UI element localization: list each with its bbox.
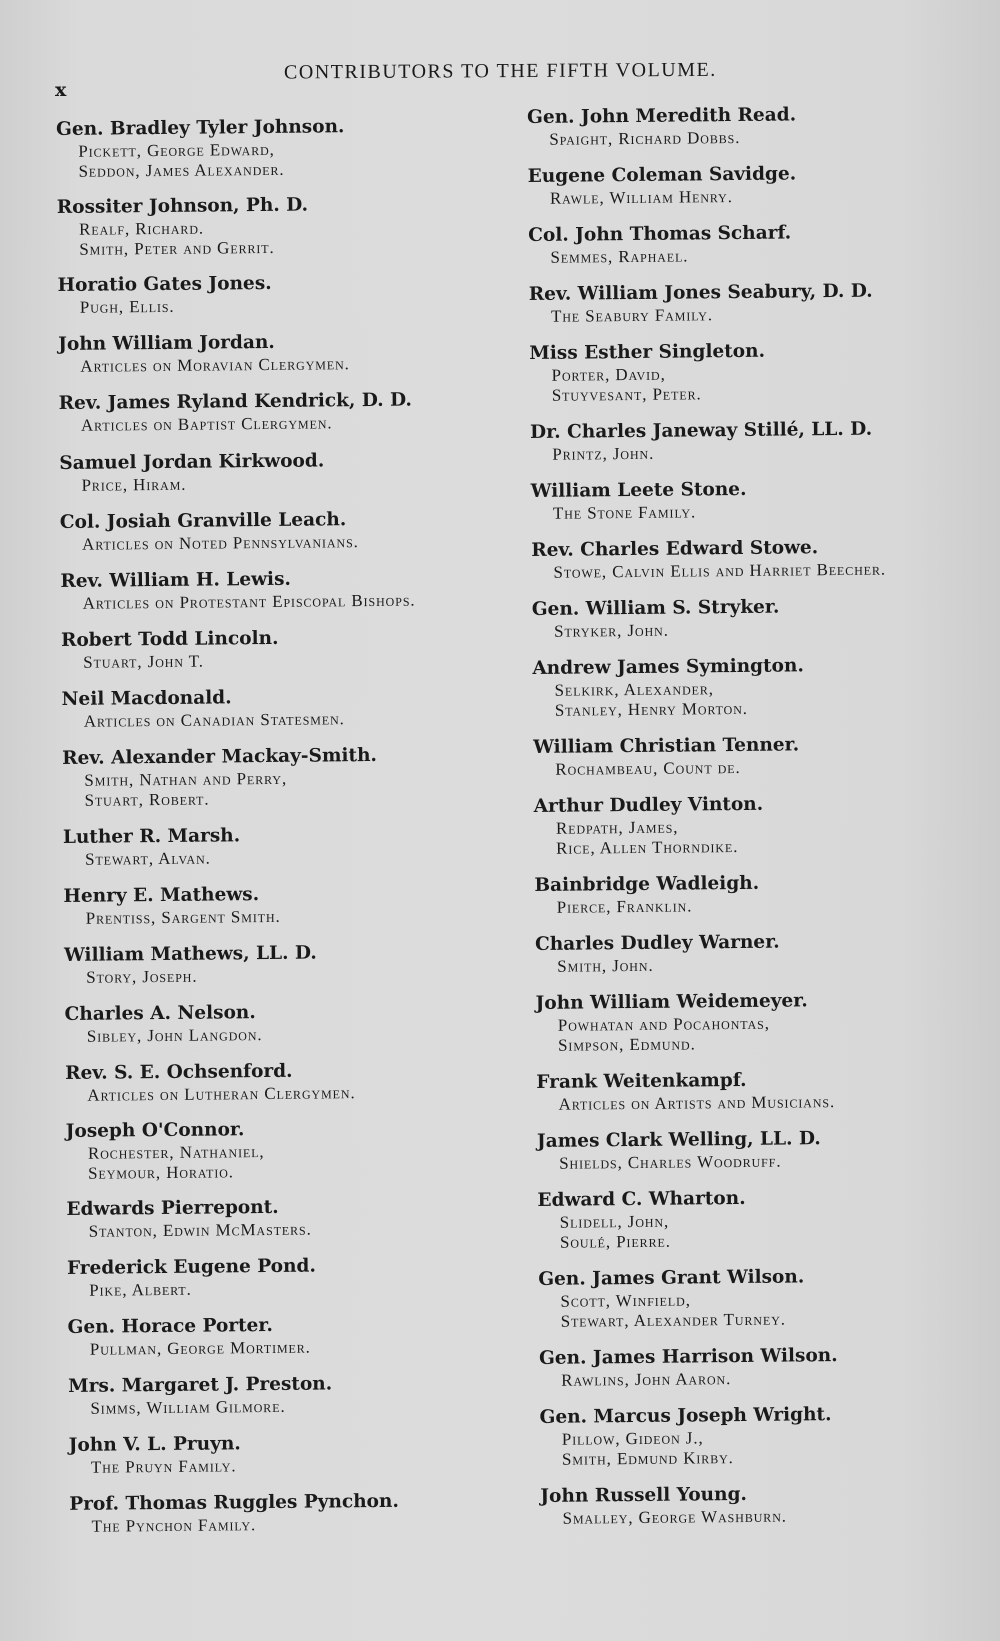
article-subject: Stryker, John.: [553, 620, 669, 641]
article-subject: Articles on Baptist Clergymen.: [80, 413, 333, 435]
contributor-entry: [69, 1489, 529, 1537]
contributor-entry: [532, 653, 993, 721]
contributor-entry: [57, 192, 518, 260]
article-subject: Selkirk, Alexander,: [554, 679, 714, 700]
article-subject: Pierce, Franklin.: [556, 896, 693, 917]
article-subject: Smith, Edmund Kirby.: [561, 1448, 734, 1469]
article-subject: Articles on Moravian Clergymen.: [80, 354, 350, 376]
contributor-name: Miss Esther Singleton.: [529, 340, 766, 364]
contributor-entry: [540, 1481, 1000, 1529]
article-subject: Seymour, Horatio.: [88, 1162, 235, 1183]
contributor-name: Henry E. Mathews.: [63, 884, 260, 907]
contributor-entry: [528, 161, 988, 209]
contributor-name: Luther R. Marsh.: [62, 825, 241, 848]
contributor-entry: [529, 279, 989, 327]
contributor-entry: [58, 329, 518, 377]
article-subject: Pillow, Gideon J.,: [561, 1428, 704, 1449]
contributor-entry: [528, 220, 988, 268]
contributor-entry: [64, 940, 524, 988]
article-subject: Rochester, Nathaniel,: [87, 1142, 265, 1163]
article-subject: Sibley, John Langdon.: [86, 1025, 263, 1046]
contributor-name: Gen. John Meredith Read.: [527, 104, 797, 128]
article-subject: The Pruyn Family.: [90, 1456, 237, 1477]
article-subject: Articles on Lutheran Clergymen.: [87, 1083, 356, 1105]
contributor-entry: [67, 1312, 527, 1360]
article-subject: Stanley, Henry Morton.: [554, 698, 748, 720]
contributor-name: Neil Macdonald.: [61, 687, 232, 710]
contributor-name: Andrew James Symington.: [532, 655, 804, 679]
contributors-right-column: [527, 102, 987, 1528]
contributor-entry: [60, 566, 520, 614]
article-subject: Articles on Noted Pennsylvanians.: [82, 532, 359, 554]
contributor-entry: [61, 684, 521, 732]
contributor-entry: [68, 1371, 528, 1419]
contributor-name: Rev. Charles Edward Stowe.: [531, 537, 819, 561]
contributor-entry: [536, 1067, 996, 1115]
article-subject: Rice, Allen Thorndike.: [556, 837, 739, 858]
contributor-name: Rev. Alexander Mackay-Smith.: [62, 744, 378, 769]
contributor-name: Rev. James Ryland Kendrick, D. D.: [58, 389, 412, 414]
contributor-name: Bainbridge Wadleigh.: [534, 872, 760, 896]
contributor-entry: [537, 1126, 997, 1174]
contributor-name: Gen. William S. Stryker.: [531, 596, 780, 620]
article-subject: Redpath, James,: [555, 817, 679, 838]
article-subject: Seddon, James Alexander.: [78, 159, 285, 181]
contributors-left-column: [56, 114, 516, 1536]
contributor-entry: [539, 1402, 1000, 1470]
article-subject: Stuart, Robert.: [84, 789, 210, 810]
contributor-entry: [57, 270, 517, 318]
contributor-name: William Leete Stone.: [530, 478, 747, 502]
contributor-name: William Mathews, LL. D.: [63, 942, 317, 966]
contributor-name: Rev. S. E. Ochsenford.: [65, 1060, 293, 1084]
contributor-entry: [534, 791, 995, 859]
contributor-name: John Russell Young.: [540, 1483, 748, 1507]
contributor-entry: [65, 1058, 525, 1106]
article-subject: Smith, Nathan and Perry,: [84, 768, 288, 790]
contributor-name: Frank Weitenkampf.: [536, 1069, 747, 1093]
article-subject: Stewart, Alexander Turney.: [560, 1309, 786, 1331]
article-subject: The Seabury Family.: [550, 305, 714, 326]
contributor-entry: [69, 1430, 529, 1478]
contributor-name: Charles A. Nelson.: [64, 1002, 256, 1025]
contributor-entry: [61, 625, 521, 673]
contributor-name: John William Jordan.: [58, 331, 275, 355]
contributor-name: Gen. Horace Porter.: [67, 1314, 273, 1338]
contributor-name: John William Weidemeyer.: [535, 990, 808, 1014]
contributor-entry: [59, 448, 519, 496]
contributor-name: Gen. Marcus Joseph Wright.: [539, 1404, 832, 1428]
contributor-name: Col. Josiah Granville Leach.: [59, 509, 347, 533]
article-subject: Stowe, Calvin Ellis and Harriet Beecher.: [553, 559, 887, 582]
article-subject: The Stone Family.: [552, 502, 697, 523]
article-subject: Stanton, Edwin McMasters.: [88, 1219, 312, 1241]
contributor-name: Robert Todd Lincoln.: [60, 627, 279, 651]
article-subject: Articles on Canadian Statesmen.: [83, 709, 345, 731]
contributor-name: Joseph O'Connor.: [65, 1119, 245, 1142]
article-subject: Rawle, William Henry.: [549, 187, 733, 208]
contributor-entry: [533, 732, 993, 780]
contributor-entry: [62, 743, 523, 811]
article-subject: Stuart, John T.: [83, 651, 204, 672]
contributor-name: John V. L. Pruyn.: [68, 1433, 241, 1456]
contributor-entry: [64, 999, 524, 1047]
contributor-entry: [66, 1194, 526, 1242]
page-number: x: [55, 79, 67, 101]
article-subject: Articles on Protestant Episcopal Bishops.: [82, 590, 416, 613]
contributor-entry: [529, 338, 990, 406]
article-subject: Smith, Peter and Gerrit.: [79, 237, 275, 259]
article-subject: Story, Joseph.: [86, 966, 198, 987]
page-header: CONTRIBUTORS TO THE FIFTH VOLUME.: [283, 58, 717, 84]
contributor-name: Prof. Thomas Ruggles Pynchon.: [69, 1490, 399, 1515]
article-subject: Powhatan and Pocahontas,: [557, 1013, 770, 1035]
article-subject: Slidell, John,: [559, 1211, 670, 1232]
contributor-entry: [538, 1264, 999, 1332]
contributor-name: Arthur Dudley Vinton.: [533, 793, 764, 817]
article-subject: Porter, David,: [551, 364, 666, 385]
article-subject: The Pynchon Family.: [91, 1515, 257, 1536]
contributor-name: James Clark Welling, LL. D.: [536, 1128, 821, 1152]
article-subject: Scott, Winfield,: [560, 1290, 691, 1311]
contributor-name: Edward C. Wharton.: [537, 1187, 746, 1211]
article-subject: Printz, John.: [552, 443, 655, 464]
article-subject: Soulé, Pierre.: [559, 1231, 671, 1252]
article-subject: Semmes, Raphael.: [550, 246, 689, 267]
contributor-entry: [531, 535, 991, 583]
contributor-name: Samuel Jordan Kirkwood.: [59, 450, 325, 474]
article-subject: Shields, Charles Woodruff.: [559, 1151, 782, 1173]
contributor-name: Eugene Coleman Savidge.: [527, 163, 797, 187]
contributor-entry: [536, 988, 997, 1056]
contributor-entry: [535, 929, 995, 977]
contributor-entry: [56, 114, 517, 182]
article-subject: Smith, John.: [557, 955, 654, 976]
article-subject: Pugh, Ellis.: [79, 296, 175, 317]
article-subject: Rochambeau, Count de.: [555, 757, 741, 779]
contributor-name: Rev. William Jones Seabury, D. D.: [528, 280, 873, 305]
contributor-entry: [532, 594, 992, 642]
article-subject: Stewart, Alvan.: [85, 848, 211, 869]
contributor-entry: [63, 881, 523, 929]
contributor-entry: [531, 476, 991, 524]
article-subject: Pike, Albert.: [89, 1279, 192, 1300]
contributor-name: Edwards Pierrepont.: [66, 1196, 279, 1220]
contributor-name: Horatio Gates Jones.: [57, 272, 272, 296]
contributor-name: Col. John Thomas Scharf.: [528, 222, 792, 246]
contributor-entry: [527, 102, 987, 150]
article-subject: Prentiss, Sargent Smith.: [85, 906, 281, 928]
article-subject: Simms, William Gilmore.: [90, 1396, 286, 1418]
article-subject: Pullman, George Mortimer.: [89, 1337, 311, 1359]
contributor-name: Rossiter Johnson, Ph. D.: [56, 194, 309, 218]
contributor-name: Frederick Eugene Pond.: [66, 1255, 316, 1279]
article-subject: Smalley, George Washburn.: [562, 1506, 787, 1528]
contributor-name: Gen. James Harrison Wilson.: [538, 1345, 838, 1369]
article-subject: Pickett, George Edward,: [78, 139, 275, 161]
contributor-name: Gen. James Grant Wilson.: [538, 1266, 805, 1290]
article-subject: Price, Hiram.: [81, 474, 187, 495]
contributor-name: Rev. William H. Lewis.: [60, 568, 291, 592]
article-subject: Stuyvesant, Peter.: [551, 384, 702, 405]
contributor-entry: [63, 822, 523, 870]
article-subject: Simpson, Edmund.: [557, 1034, 696, 1055]
contributor-name: Gen. Bradley Tyler Johnson.: [56, 116, 345, 140]
contributor-name: Charles Dudley Warner.: [534, 931, 780, 955]
article-subject: Realf, Richard.: [78, 218, 205, 239]
contributor-name: William Christian Tenner.: [533, 734, 800, 758]
contributor-name: Mrs. Margaret J. Preston.: [68, 1373, 333, 1397]
contributor-entry: [67, 1253, 527, 1301]
article-subject: Spaight, Richard Dobbs.: [549, 127, 741, 149]
contributor-entry: [66, 1116, 527, 1184]
contributor-entry: [534, 870, 994, 918]
contributor-name: Dr. Charles Janeway Stillé, LL. D.: [530, 418, 873, 443]
article-subject: Rawlins, John Aaron.: [561, 1369, 732, 1390]
contributor-entry: [539, 1343, 999, 1391]
contributor-entry: [59, 388, 519, 436]
contributor-entry: [60, 507, 520, 555]
contributor-entry: [530, 417, 990, 465]
contributor-entry: [537, 1185, 998, 1253]
article-subject: Articles on Artists and Musicians.: [558, 1092, 836, 1114]
